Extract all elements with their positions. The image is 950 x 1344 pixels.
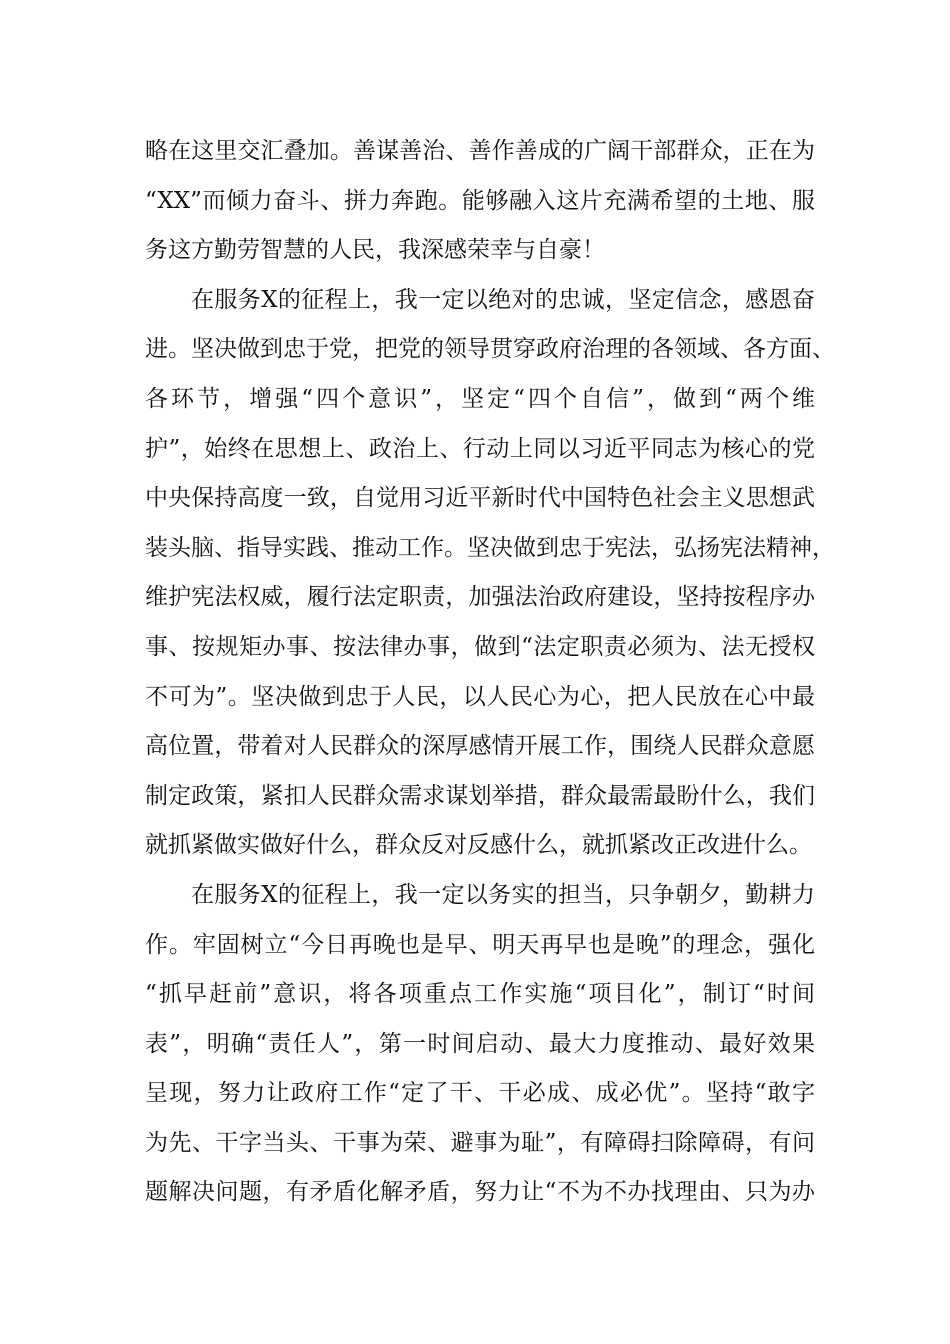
text-line: 略在这里交汇叠加。善谋善治、善作善成的广阔干部群众，正在为 [145, 138, 815, 164]
text-line: 各环节，增强“四个意识”，坚定“四个自信”，做到“两个维 [145, 385, 815, 412]
text-line: 作。牢固树立“今日再晚也是早、明天再早也是晚”的理念，强化 [145, 931, 815, 958]
text-line: 表”，明确“责任人”，第一时间启动、最大力度推动、最好效果 [145, 1030, 815, 1057]
text-line: 事、按规矩办事、按法律办事，做到“法定职责必须为、法无授权 [145, 633, 815, 660]
text-line: 就抓紧做实做好什么，群众反对反感什么，就抓紧改正改进什么。 [145, 832, 812, 859]
text-line: “XX”而倾力奋斗、拼力奔跑。能够融入这片充满希望的土地、服 [145, 187, 815, 214]
text-line: “抓早赶前”意识，将各项重点工作实施“项目化”，制订“时间 [145, 981, 815, 1008]
text-line: 高位置，带着对人民群众的深厚感情开展工作，围绕人民群众意愿 [145, 733, 815, 760]
text-line: 务这方勤劳智慧的人民，我深感荣幸与自豪！ [145, 237, 605, 264]
text-line: 装头脑、指导实践、推动工作。坚决做到忠于宪法，弘扬宪法精神， [145, 534, 835, 561]
text-line: 维护宪法权威，履行法定职责，加强法治政府建设，坚持按程序办 [145, 584, 815, 611]
text-line: 中央保持高度一致，自觉用习近平新时代中国特色社会主义思想武 [145, 485, 815, 512]
text-line: 进。坚决做到忠于党，把党的领导贯穿政府治理的各领域、各方面、 [145, 336, 835, 363]
text-line: 呈现，努力让政府工作“定了干、干必成、成必优”。坚持“敢字 [145, 1080, 815, 1107]
text-line: 在服务X的征程上，我一定以务实的担当，只争朝夕，勤耕力 [191, 881, 815, 908]
text-line: 护”，始终在思想上、政治上、行动上同以习近平同志为核心的党 [145, 435, 815, 462]
text-line: 在服务X的征程上，我一定以绝对的忠诚，坚定信念，感恩奋 [191, 286, 815, 313]
text-line: 为先、干字当头、干事为荣、避事为耻”，有障碍扫除障碍，有问 [145, 1129, 815, 1156]
body-text [145, 127, 835, 1218]
text-line: 题解决问题，有矛盾化解矛盾，努力让“不为不办找理由、只为办 [145, 1179, 815, 1206]
text-line: 制定政策，紧扣人民群众需求谋划举措，群众最需最盼什么，我们 [145, 782, 815, 809]
text-line: 不可为”。坚决做到忠于人民，以人民心为心，把人民放在心中最 [145, 683, 815, 710]
